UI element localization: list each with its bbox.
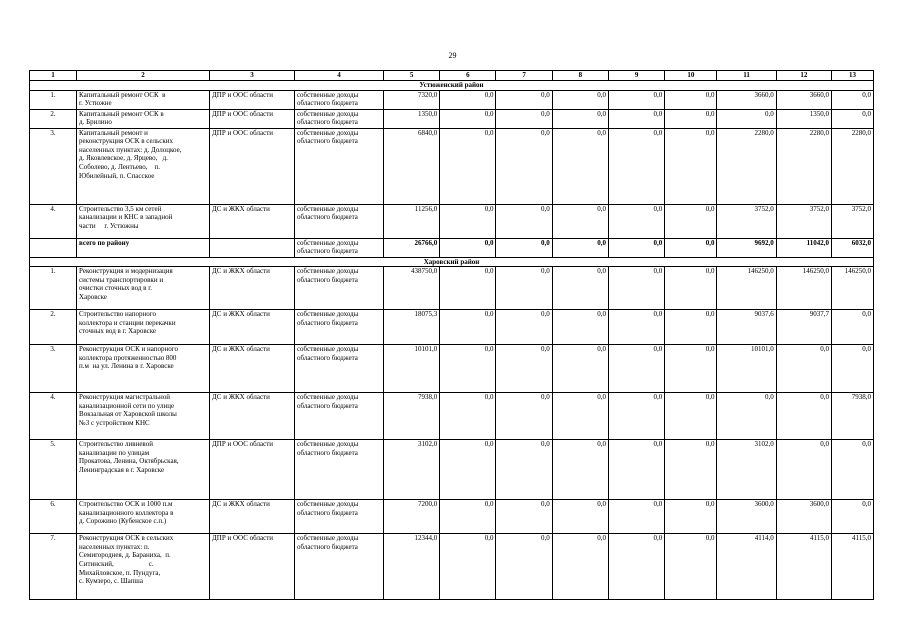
amount-cell: 0,0 [776, 345, 831, 393]
amount-cell: 10101,0 [383, 345, 439, 393]
amount-cell: 0,0 [440, 128, 496, 204]
page-number: 29 [448, 51, 457, 60]
responsible-org: ДПР и ООС области [210, 109, 295, 128]
amount-cell: 7938,0 [383, 393, 439, 440]
amount-cell: 3752,0 [776, 204, 831, 238]
district-title: Устюженский район [30, 81, 874, 91]
amount-cell: 0,0 [440, 393, 496, 440]
amount-cell: 0,0 [552, 500, 608, 534]
amount-cell: 1350,0 [776, 109, 831, 128]
amount-cell: 0,0 [496, 109, 552, 128]
amount-cell: 0,0 [609, 90, 665, 109]
amount-cell: 0,0 [665, 500, 717, 534]
amount-cell: 146250,0 [776, 267, 831, 310]
funding-source: собственные доходы областного бюджета [294, 440, 383, 500]
amount-cell: 9037,6 [717, 310, 776, 345]
amount-cell: 0,0 [609, 204, 665, 238]
amount-cell: 0,0 [776, 393, 831, 440]
header-cell: 3 [210, 71, 295, 81]
amount-cell: 18075,3 [383, 310, 439, 345]
amount-cell: 0,0 [609, 500, 665, 534]
table-row [30, 345, 874, 393]
header-cell: 6 [440, 71, 496, 81]
project-name: Реконструкция и модернизация системы транспортировки и очистки сточных вод в г. Харовске [77, 267, 210, 310]
district-title: Харовский район [30, 257, 874, 267]
funding-source: собственные доходы областного бюджета [294, 534, 383, 600]
row-number: 4. [30, 393, 77, 440]
amount-cell: 7938,0 [832, 393, 874, 440]
header-cell: 1 [30, 71, 77, 81]
funding-source: собственные доходы областного бюджета [294, 267, 383, 310]
amount-cell: 12344,0 [383, 534, 439, 600]
row-number: 6. [30, 500, 77, 534]
amount-cell: 0,0 [496, 267, 552, 310]
amount-cell: 0,0 [440, 440, 496, 500]
table-row [30, 90, 874, 109]
district-row [30, 257, 874, 267]
total-amount: 26766,0 [383, 238, 439, 257]
amount-cell: 4115,0 [776, 534, 831, 600]
amount-cell: 0,0 [665, 90, 717, 109]
table-row [30, 204, 874, 238]
amount-cell: 0,0 [832, 109, 874, 128]
row-number: 2. [30, 310, 77, 345]
amount-cell: 0,0 [496, 345, 552, 393]
amount-cell: 0,0 [552, 109, 608, 128]
total-empty [30, 238, 77, 257]
amount-cell: 0,0 [496, 204, 552, 238]
row-number: 1. [30, 267, 77, 310]
row-number: 4. [30, 204, 77, 238]
total-amount: 11042,0 [776, 238, 831, 257]
amount-cell: 6840,0 [383, 128, 439, 204]
amount-cell: 0,0 [496, 90, 552, 109]
responsible-org: ДС и ЖКХ области [210, 310, 295, 345]
amount-cell: 0,0 [552, 128, 608, 204]
responsible-org: ДПР и ООС области [210, 90, 295, 109]
amount-cell: 3102,0 [717, 440, 776, 500]
row-number: 3. [30, 128, 77, 204]
amount-cell: 0,0 [440, 500, 496, 534]
row-number: 5. [30, 440, 77, 500]
header-cell: 11 [717, 71, 776, 81]
amount-cell: 0,0 [496, 128, 552, 204]
amount-cell: 9037,7 [776, 310, 831, 345]
table-row [30, 310, 874, 345]
total-amount: 0,0 [496, 238, 552, 257]
amount-cell: 0,0 [552, 90, 608, 109]
amount-cell: 0,0 [496, 500, 552, 534]
total-amount: 9692,0 [717, 238, 776, 257]
amount-cell: 0,0 [609, 109, 665, 128]
row-number: 3. [30, 345, 77, 393]
amount-cell: 4115,0 [832, 534, 874, 600]
total-amount: 0,0 [609, 238, 665, 257]
amount-cell: 0,0 [496, 393, 552, 440]
amount-cell: 0,0 [496, 310, 552, 345]
amount-cell: 0,0 [552, 534, 608, 600]
table-row [30, 109, 874, 128]
amount-cell: 0,0 [665, 109, 717, 128]
amount-cell: 0,0 [832, 310, 874, 345]
header-cell: 9 [609, 71, 665, 81]
funding-source: собственные доходы областного бюджета [294, 345, 383, 393]
project-name: Строительство ОСК и 1000 п.м канализационного коллектора в д. Сорожино (Кубенское с.п.) [77, 500, 210, 534]
amount-cell: 0,0 [440, 534, 496, 600]
header-cell: 13 [832, 71, 874, 81]
amount-cell: 0,0 [552, 440, 608, 500]
responsible-org: ДС и ЖКХ области [210, 500, 295, 534]
amount-cell: 0,0 [665, 267, 717, 310]
amount-cell: 0,0 [832, 500, 874, 534]
amount-cell: 0,0 [440, 267, 496, 310]
amount-cell: 0,0 [609, 393, 665, 440]
amount-cell: 0,0 [496, 534, 552, 600]
amount-cell: 11256,0 [383, 204, 439, 238]
amount-cell: 2280,0 [832, 128, 874, 204]
table-row [30, 267, 874, 310]
funding-source: собственные доходы областного бюджета [294, 310, 383, 345]
amount-cell: 3752,0 [717, 204, 776, 238]
responsible-org: ДС и ЖКХ области [210, 345, 295, 393]
project-name: Строительство ливневой канализации по улицам Прокатова, Ленина, Октябрьская, Ленинградская в г. Харовске [77, 440, 210, 500]
amount-cell: 0,0 [496, 440, 552, 500]
row-number: 2. [30, 109, 77, 128]
amount-cell: 1350,0 [383, 109, 439, 128]
header-cell: 8 [552, 71, 608, 81]
amount-cell: 2280,0 [776, 128, 831, 204]
amount-cell: 0,0 [609, 440, 665, 500]
amount-cell: 0,0 [440, 345, 496, 393]
amount-cell: 0,0 [440, 90, 496, 109]
header-cell: 10 [665, 71, 717, 81]
amount-cell: 146250,0 [717, 267, 776, 310]
responsible-org: ДС и ЖКХ области [210, 393, 295, 440]
amount-cell: 7320,0 [383, 90, 439, 109]
funding-source: собственные доходы областного бюджета [294, 109, 383, 128]
responsible-org: ДПР и ООС области [210, 440, 295, 500]
amount-cell: 0,0 [440, 310, 496, 345]
header-cell: 2 [77, 71, 210, 81]
amount-cell: 146250,0 [832, 267, 874, 310]
funding-source: собственные доходы областного бюджета [294, 500, 383, 534]
header-cell: 7 [496, 71, 552, 81]
district-row [30, 81, 874, 91]
amount-cell: 0,0 [717, 393, 776, 440]
responsible-org: ДПР и ООС области [210, 534, 295, 600]
amount-cell: 0,0 [717, 109, 776, 128]
project-name: Реконструкция магистральной канализационной сети по улице Вокзальная от Харовской школы №3 с устройством КНС [77, 393, 210, 440]
amount-cell: 0,0 [832, 345, 874, 393]
header-cell: 12 [776, 71, 831, 81]
amount-cell: 0,0 [665, 128, 717, 204]
amount-cell: 0,0 [832, 90, 874, 109]
table-row [30, 500, 874, 534]
amount-cell: 0,0 [665, 534, 717, 600]
amount-cell: 0,0 [776, 440, 831, 500]
amount-cell: 0,0 [609, 128, 665, 204]
amount-cell: 3752,0 [832, 204, 874, 238]
header-row [30, 71, 874, 81]
row-number: 7. [30, 534, 77, 600]
total-label: всего по району [77, 238, 210, 257]
total-empty [210, 238, 295, 257]
amount-cell: 2280,0 [717, 128, 776, 204]
responsible-org: ДС и ЖКХ области [210, 204, 295, 238]
amount-cell: 0,0 [665, 310, 717, 345]
total-amount: 0,0 [552, 238, 608, 257]
row-number: 1. [30, 90, 77, 109]
amount-cell: 0,0 [609, 534, 665, 600]
amount-cell: 0,0 [552, 204, 608, 238]
total-row [30, 238, 874, 257]
amount-cell: 3660,0 [776, 90, 831, 109]
amount-cell: 4114,0 [717, 534, 776, 600]
amount-cell: 0,0 [440, 204, 496, 238]
amount-cell: 0,0 [665, 204, 717, 238]
total-amount: 6032,0 [832, 238, 874, 257]
project-name: Реконструкция ОСК в сельских населенных пунктах: п. Семигороднея, д. Бараниха, п. Ситинский, с. Михайловское, п. Пундуга, с. Кумзеро, с. Шапша [77, 534, 210, 600]
amount-cell: 0,0 [665, 440, 717, 500]
amount-cell: 3600,0 [717, 500, 776, 534]
funding-source: собственные доходы областного бюджета [294, 238, 383, 257]
funding-source: собственные доходы областного бюджета [294, 90, 383, 109]
header-cell: 5 [383, 71, 439, 81]
funding-source: собственные доходы областного бюджета [294, 204, 383, 238]
header-cell: 4 [294, 71, 383, 81]
amount-cell: 0,0 [832, 440, 874, 500]
project-name: Капитальный ремонт ОСК в г. Устюжне [77, 90, 210, 109]
project-name: Капитальный ремонт ОСК в д. Брилино [77, 109, 210, 128]
amount-cell: 0,0 [552, 267, 608, 310]
table-row [30, 534, 874, 600]
table-row [30, 128, 874, 204]
budget-table [29, 70, 874, 600]
project-name: Строительство напорного коллектора и станции перекачки сточных вод в г. Харовске [77, 310, 210, 345]
amount-cell: 0,0 [609, 267, 665, 310]
amount-cell: 3660,0 [717, 90, 776, 109]
amount-cell: 0,0 [665, 393, 717, 440]
project-name: Реконструкция ОСК и напорного коллектора протяженностью 800 п.м на ул. Ленина в г. Харовске [77, 345, 210, 393]
amount-cell: 7200,0 [383, 500, 439, 534]
amount-cell: 0,0 [609, 345, 665, 393]
amount-cell: 0,0 [440, 109, 496, 128]
amount-cell: 0,0 [552, 345, 608, 393]
table-row [30, 393, 874, 440]
responsible-org: ДПР и ООС области [210, 128, 295, 204]
responsible-org: ДС и ЖКХ области [210, 267, 295, 310]
amount-cell: 3600,0 [776, 500, 831, 534]
funding-source: собственные доходы областного бюджета [294, 128, 383, 204]
total-amount: 0,0 [440, 238, 496, 257]
amount-cell: 0,0 [665, 345, 717, 393]
amount-cell: 438750,0 [383, 267, 439, 310]
amount-cell: 0,0 [552, 393, 608, 440]
project-name: Капитальный ремонт и реконструкция ОСК в сельских населенных пунктах: д. Долоцкое, д. Яковлевское, д. Ярцево, д. Соболево, д. Лентьево, п. Юбилейный, п. Спасское [77, 128, 210, 204]
amount-cell: 3102,0 [383, 440, 439, 500]
funding-source: собственные доходы областного бюджета [294, 393, 383, 440]
amount-cell: 0,0 [552, 310, 608, 345]
total-amount: 0,0 [665, 238, 717, 257]
table-row [30, 440, 874, 500]
amount-cell: 10101,0 [717, 345, 776, 393]
amount-cell: 0,0 [609, 310, 665, 345]
project-name: Строительство 3,5 км сетей канализации и КНС в западной части г. Устюжны [77, 204, 210, 238]
